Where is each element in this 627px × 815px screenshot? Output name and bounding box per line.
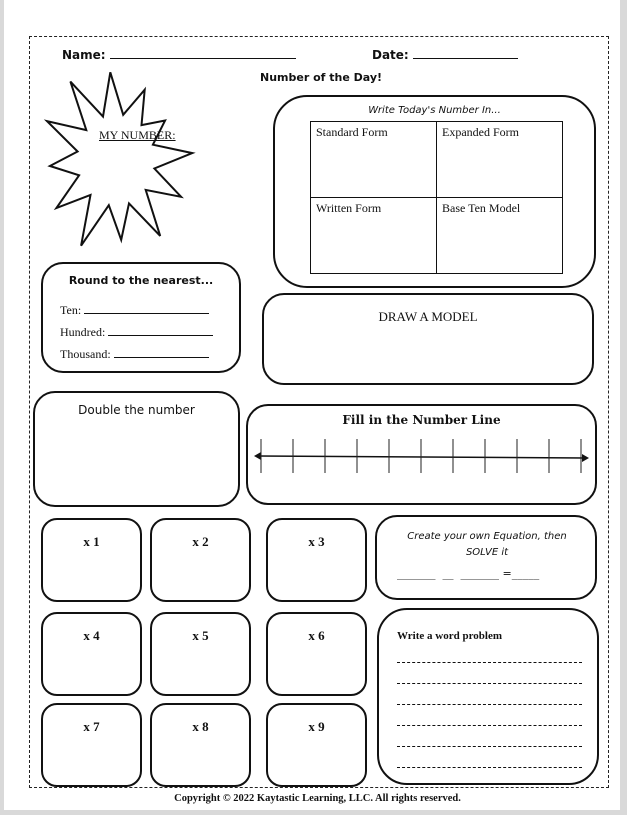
multiple-label: x 2 — [192, 534, 209, 549]
double-title: Double the number — [78, 403, 195, 417]
multiple-label: x 7 — [83, 719, 100, 734]
answer-line[interactable] — [397, 704, 582, 705]
date-field[interactable] — [372, 48, 518, 62]
written-form-cell[interactable]: Written Form — [311, 198, 437, 274]
date-label: Date: — [372, 48, 409, 62]
word-problem-title: Write a word problem — [397, 630, 502, 642]
answer-line[interactable] — [397, 662, 582, 663]
multiple-box[interactable] — [41, 518, 142, 602]
round-thousand-field[interactable]: Thousand: — [60, 343, 213, 365]
answer-line[interactable] — [397, 683, 582, 684]
round-box — [41, 262, 241, 373]
word-problem-lines[interactable] — [397, 662, 582, 788]
multiple-label: x 4 — [83, 628, 100, 643]
word-problem-box[interactable] — [377, 608, 599, 785]
multiple-box[interactable] — [266, 612, 367, 696]
expanded-form-cell[interactable]: Expanded Form — [437, 122, 563, 198]
round-ten-field[interactable]: Ten: — [60, 299, 213, 321]
right-arrow-icon — [582, 454, 589, 462]
draw-model-title: DRAW A MODEL — [378, 309, 478, 324]
multiple-box[interactable] — [41, 703, 142, 787]
multiple-label: x 8 — [192, 719, 209, 734]
left-arrow-icon — [254, 452, 261, 460]
multiple-box[interactable] — [266, 703, 367, 787]
name-label: Name: — [62, 48, 106, 62]
multiple-box[interactable] — [150, 518, 251, 602]
base-ten-model-cell[interactable]: Base Ten Model — [437, 198, 563, 274]
answer-line[interactable] — [397, 767, 582, 768]
multiple-box[interactable] — [41, 612, 142, 696]
forms-table — [310, 121, 563, 274]
worksheet-page — [4, 0, 620, 810]
multiple-label: x 5 — [192, 628, 209, 643]
double-box[interactable] — [33, 391, 240, 507]
multiple-box[interactable] — [150, 703, 251, 787]
standard-form-cell[interactable]: Standard Form — [311, 122, 437, 198]
multiple-label: x 3 — [308, 534, 325, 549]
equation-blanks[interactable]: _______ __ _______ =_____ — [397, 567, 540, 580]
equation-title: Create your own Equation, then SOLVE it — [407, 531, 567, 558]
my-number-label: MY NUMBER: — [99, 128, 176, 142]
number-line-title: Fill in the Number Line — [342, 413, 501, 427]
draw-model-box[interactable] — [262, 293, 594, 385]
answer-line[interactable] — [397, 725, 582, 726]
multiple-box[interactable] — [150, 612, 251, 696]
page-title: Number of the Day! — [260, 71, 383, 84]
equation-box[interactable] — [375, 515, 597, 600]
answer-line[interactable] — [397, 746, 582, 747]
number-line-box — [246, 404, 597, 505]
forms-title: Write Today's Number In... — [368, 105, 501, 116]
multiple-label: x 9 — [308, 719, 325, 734]
multiple-box[interactable] — [266, 518, 367, 602]
number-forms-box — [273, 95, 596, 288]
number-line[interactable] — [248, 406, 595, 503]
multiple-label: x 6 — [308, 628, 325, 643]
round-hundred-field[interactable]: Hundred: — [60, 321, 213, 343]
copyright: Copyright © 2022 Kaytastic Learning, LLC. All rights reserved. — [174, 793, 461, 804]
round-title: Round to the nearest... — [68, 274, 214, 287]
multiple-label: x 1 — [83, 534, 100, 549]
